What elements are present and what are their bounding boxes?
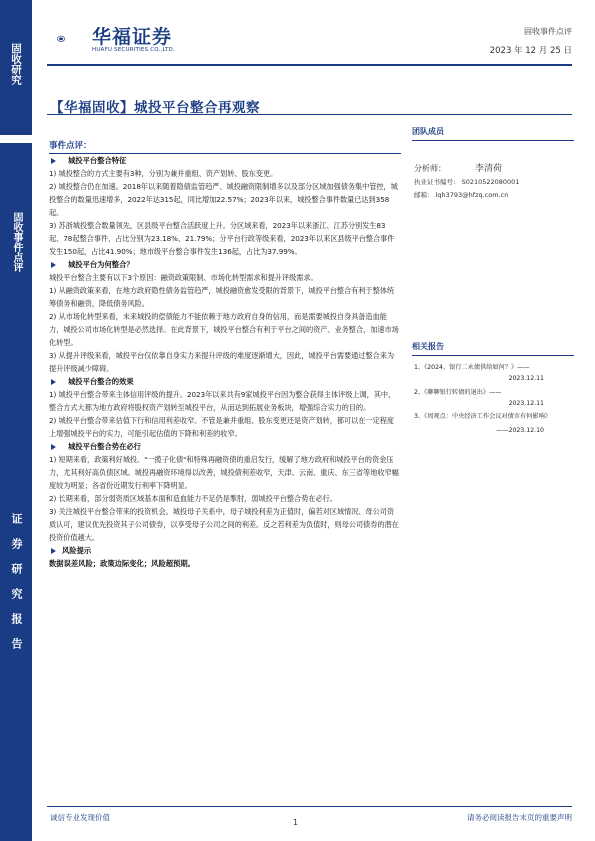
sidebar-bottom-label: 证券研究报告 bbox=[10, 513, 23, 663]
paragraph: 1) 城投整合的方式主要有3种，分别为兼并重组、资产划转、股东变更。 bbox=[49, 169, 278, 178]
paragraph: 2) 长期来看，部分弱资质区域基本面和造血能力不足仍是掣肘，弱城投平台整合势在必行。 bbox=[49, 494, 337, 503]
section-heading-1: 城投平台整合特征 bbox=[49, 154, 399, 167]
related-report-1[interactable]: 1、《2024，银行二永债供给如何？》—— bbox=[414, 364, 530, 371]
paragraph: 2) 城投平台整合带来估值下行和信用利差收窄。不管是兼并重组、股东变更还是资产划转，都可以在一定程度上增强城投平台的实力，可能引起估值的下降和利差的收窄。 bbox=[49, 416, 394, 438]
page-number: 1 bbox=[293, 818, 299, 827]
event-title: 事件点评： bbox=[49, 140, 401, 154]
paragraph: 3) 从提升评级来看，城投平台仅依靠自身实力来提升评级的难度逐渐增大，因此，城投平台需要通过整合来为提升评级减少障碍。 bbox=[49, 351, 394, 373]
sidebar-top-block bbox=[0, 0, 32, 135]
sidebar-gap bbox=[0, 135, 32, 143]
related-report-3[interactable]: 3、《周观点：中央经济工作会议对债市有何影响》 bbox=[414, 413, 551, 420]
triangle-bullet-icon bbox=[51, 548, 56, 554]
footer-disclaimer: 请务必阅读报告末页的重要声明 bbox=[467, 813, 572, 822]
paragraph: 城投平台整合主要有以下3个原因：融资政策限制、市场化转型需求和提升评级需求。 bbox=[49, 273, 318, 282]
company-name-en: HUAFU SECURITIES CO.,LTD. bbox=[92, 47, 175, 53]
paragraph: 3) 关注城投平台整合带来的投资机会。城投母子关系中，母子城投利差为正值时，偏若对区域情况、母公司资质认可，建议优先投资其子公司债券，以享受母子公司之间的利差。反之若利差为负值时，则母公司债券的潜在投资价值越大。 bbox=[49, 507, 399, 542]
triangle-bullet-icon bbox=[51, 158, 56, 164]
related-report-2-date: 2023.12.11 bbox=[508, 400, 544, 407]
sidebar-mid-block bbox=[0, 143, 32, 323]
paragraph: 1) 城投平台整合带来主体信用评级的提升。2023年以来共有9家城投平台因为整合获得主体评级上调，其中，整合方式大都为地方政府将股权资产划转至城投平台，从而达到拓展业务板块，增强综合实力的目的。 bbox=[49, 390, 396, 412]
header-divider bbox=[47, 64, 572, 66]
section-heading-3: 城投平台整合的效果 bbox=[49, 375, 399, 388]
sidebar-bottom-block bbox=[0, 323, 32, 841]
paragraph: 2) 城投整合仍在加速。2018年以来随着隐债监管趋严、城投融资限制增多以及部分区域加强债务集中管控，城投整合的数量迅速增多，2022年达315起，同比增加22.57%；2023年以来，城投整合事件数量已达到358起。 bbox=[49, 182, 398, 217]
doc-type: 固收事件点评 bbox=[524, 27, 572, 36]
section-heading-5: 风险提示 bbox=[49, 544, 399, 557]
company-logo-icon bbox=[57, 20, 93, 58]
sidebar-top-label: 固收研究 bbox=[10, 43, 22, 85]
triangle-bullet-icon bbox=[51, 444, 56, 450]
company-name: 华福证券 bbox=[92, 26, 173, 48]
paragraph: 1) 短期来看，政策利好城投。"一揽子化债"和特殊再融资债的重启发行，缓解了地方政府和城投平台的资金压力，尤其利好高负债区域。城投再融资环境得以改善，城投债利差收窄，天津、云南、重庆、东三省等地收窄幅度较为明显；各省份近期发行利率下降明显。 bbox=[49, 455, 399, 490]
analyst-email[interactable]: 邮箱： lqh3793@hfzq.com.cn bbox=[414, 191, 509, 199]
sidebar bbox=[0, 0, 32, 841]
title-divider bbox=[47, 114, 572, 115]
footer-slogan: 诚信专业发现价值 bbox=[50, 813, 110, 822]
section-heading-4: 城投平台整合势在必行 bbox=[49, 440, 399, 453]
report-title: 【华福固收】城投平台整合再观察 bbox=[50, 100, 260, 116]
analyst-label: 分析师： bbox=[414, 164, 446, 173]
main-content bbox=[49, 140, 399, 570]
risk-text: 数据误差风险；政策边际变化；风险超预期。 bbox=[49, 559, 195, 568]
sidebar-mid-label: 固收事件点评 bbox=[11, 212, 22, 272]
paragraph: 2) 从市场化转型来看，未来城投的偿债能力不能依赖于地方政府自身的信用，而是需要城投自身具备造血能力，城投公司市场化转型是必然选择。在此背景下，城投平台整合有利于平台之间的资产、业务整合，加速市场化转型。 bbox=[49, 312, 399, 347]
related-title: 相关报告 bbox=[412, 341, 574, 356]
analyst-name: 李清荷 bbox=[475, 164, 503, 174]
paragraph: 1) 从融资政策来看，在地方政府隐性债务监管趋严，城投融资愈发受限的背景下，城投平台整合有利于整体统筹债务和融资，降低债务风险。 bbox=[49, 286, 394, 308]
triangle-bullet-icon bbox=[51, 379, 56, 385]
related-report-1-date: 2023.12.11 bbox=[508, 375, 544, 382]
analyst-cert: 执业证书编号： S0210522080001 bbox=[414, 178, 520, 186]
related-report-3-date: ——2023.12.10 bbox=[496, 427, 544, 434]
paragraph: 3) 苏浙城投整合数量领先，区县级平台整合活跃度上升。分区域来看，2023年以来浙江、江苏分别发生83起、78起整合事件，占比分别为23.18%、21.79%；分平台行政等级来看，2023年以来区县级平台整合事件发生150起，占比41.90%；地市级平台整合事件发生136起，占比为37.99%。 bbox=[49, 221, 395, 256]
triangle-bullet-icon bbox=[51, 262, 56, 268]
footer-divider bbox=[47, 806, 572, 807]
related-report-2[interactable]: 2、《聊聊银行转债的退出》—— bbox=[414, 389, 502, 396]
team-title: 团队成员 bbox=[412, 126, 574, 141]
report-date: 2023 年 12 月 25 日 bbox=[489, 46, 572, 56]
section-heading-2: 城投平台为何整合？ bbox=[49, 258, 399, 271]
